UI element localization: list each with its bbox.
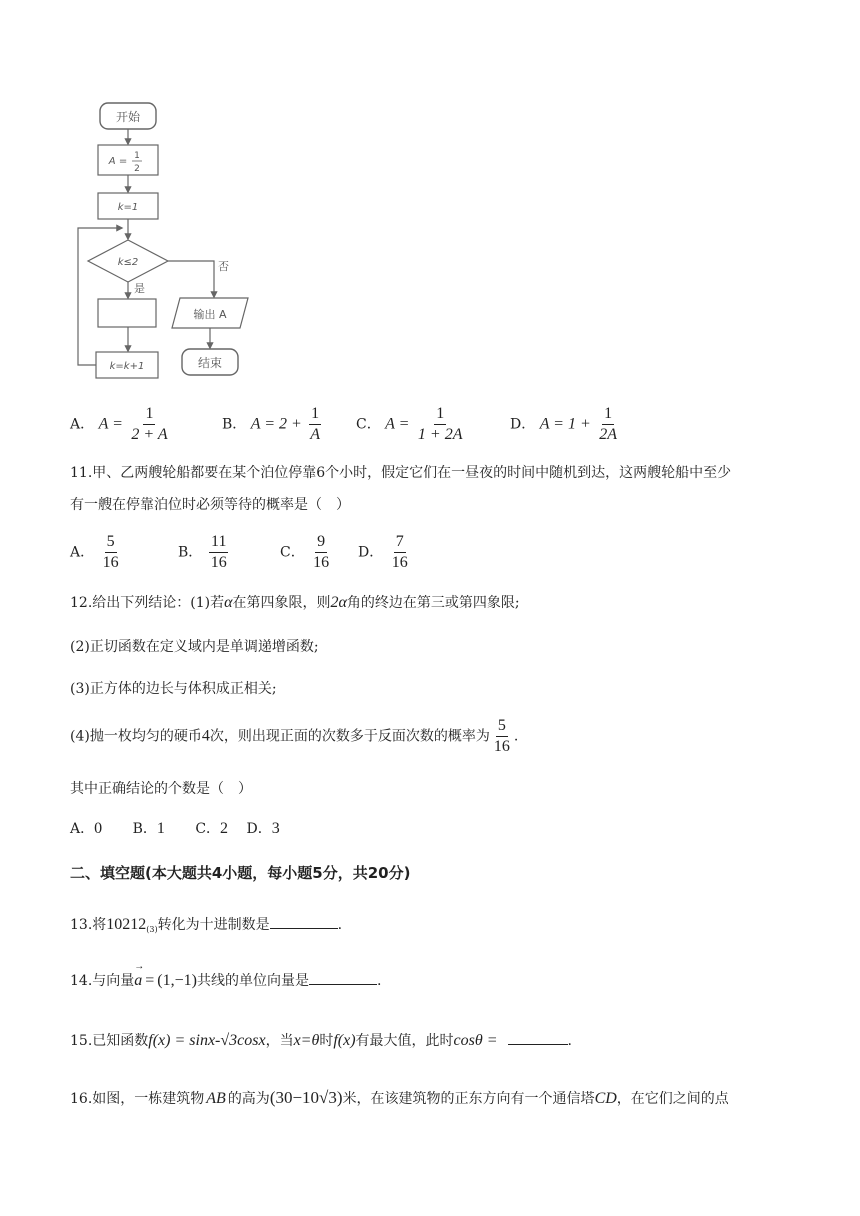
text: 角的终边在第三或第四象限; <box>346 595 520 611</box>
math-number: 4 <box>201 727 210 745</box>
fraction <box>416 404 465 445</box>
fraction-den: 2 + A <box>131 426 168 443</box>
text: (4)抛一枚均匀的硬币 <box>70 728 202 745</box>
q12-options <box>70 818 280 838</box>
fraction <box>209 532 229 573</box>
assign-a-num: 1 <box>134 151 140 161</box>
subscript: (3) <box>146 925 158 934</box>
q13 <box>70 912 342 934</box>
q14 <box>70 961 382 990</box>
fraction <box>308 404 322 445</box>
text: 共线的单位向量是 <box>196 973 309 989</box>
end-label: 结束 <box>197 356 223 370</box>
option-letter: B． <box>222 416 247 433</box>
math-cd: CD <box>594 1090 617 1107</box>
fraction <box>129 404 169 445</box>
text: 12.给出下列结论：(1)若 <box>70 595 225 611</box>
text: 16.如图，一栋建筑物 <box>70 1091 205 1107</box>
q11-line-1: 11.甲、乙两艘轮船都要在某个泊位停靠6个小时，假定它们在一昼夜的时间中随机到达，这两艘轮船中至少 <box>70 465 732 481</box>
option-value: 3 <box>271 820 280 837</box>
text: 15.已知函数 <box>70 1033 149 1049</box>
text: 在第四象限，则 <box>232 595 331 611</box>
fraction-den: 16 <box>313 554 330 571</box>
fraction-num: 1 <box>602 404 614 425</box>
option-lhs: A = <box>98 415 123 433</box>
fraction-num: 1 <box>143 404 155 425</box>
math-value: (1,−1) <box>157 972 197 989</box>
math-eq: = <box>145 972 155 989</box>
option-value: 1 <box>156 820 165 837</box>
text: . <box>513 728 519 745</box>
answer-blank[interactable] <box>309 968 377 985</box>
text: 有最大值，此时 <box>355 1033 454 1049</box>
vector-arrow-icon: → <box>134 961 145 972</box>
q12-line-5: 其中正确结论的个数是（ ） <box>70 781 252 797</box>
option-value: 2 <box>220 820 229 837</box>
fraction <box>492 716 512 757</box>
option-letter: D． <box>246 821 272 837</box>
option-letter: B． <box>132 821 157 837</box>
q11-line-2: 有一艘在停靠泊位时必须等待的概率是（ ） <box>70 497 350 513</box>
q15 <box>70 1028 572 1050</box>
q12-line-4 <box>70 716 518 757</box>
q11-option-c <box>280 532 333 573</box>
fraction <box>101 532 121 573</box>
option-lhs: A = 2 + <box>250 415 302 433</box>
text: ，在它们之间的点 <box>616 1091 729 1107</box>
fraction-num: 1 <box>309 404 321 425</box>
text: 米，在该建筑物的正东方向有一个通信塔 <box>342 1091 595 1107</box>
math-function: f(x) = sinx-√3cosx <box>148 1032 266 1049</box>
option-letter: C． <box>280 544 305 561</box>
section-heading: 二、填空题(本大题共4小题，每小题5分，共20分) <box>70 864 411 882</box>
option-letter: B． <box>178 544 203 561</box>
q11-option-b <box>178 532 231 573</box>
option-letter: A． <box>70 416 95 433</box>
text: 13.将 <box>70 917 107 933</box>
option-letter: D． <box>358 544 384 561</box>
fraction-num: 9 <box>315 532 327 553</box>
fraction-num: 5 <box>105 532 117 553</box>
math-function: f(x) <box>333 1032 356 1049</box>
math-value: (30−10√3) <box>269 1088 343 1107</box>
text: 次，则出现正面的次数多于反面次数的概率为 <box>209 728 490 745</box>
vector-a: a → <box>134 961 145 989</box>
fraction-num: 1 <box>434 404 446 425</box>
option-lhs: A = <box>385 415 410 433</box>
fraction-den: 16 <box>391 554 408 571</box>
math-condition: x=θ <box>293 1032 320 1049</box>
math-alpha: α <box>224 594 233 611</box>
text: 转化为十进制数是 <box>157 917 270 933</box>
output-label: 输出 A <box>193 308 227 321</box>
text: 14.与向量 <box>70 973 135 989</box>
fraction <box>311 532 331 573</box>
q12-line-3: (3)正方体的边长与体积成正相关; <box>70 681 277 697</box>
q10-option-a <box>70 404 172 445</box>
fraction-num: 5 <box>496 716 508 737</box>
fraction-den: 2A <box>599 426 617 443</box>
math-cos: cosθ = <box>453 1032 498 1049</box>
text: ，当 <box>265 1033 294 1049</box>
text: 的高为 <box>227 1091 270 1107</box>
q16 <box>70 1088 729 1108</box>
option-letter: C． <box>356 416 381 433</box>
text: . <box>376 973 382 989</box>
option-lhs: A = 1 + <box>539 415 591 433</box>
flowchart <box>70 98 260 383</box>
fraction <box>597 404 619 445</box>
option-letter: D． <box>510 416 536 433</box>
text: 时 <box>319 1033 334 1049</box>
q10-option-d <box>510 404 621 445</box>
increment-label: k=k+1 <box>109 361 145 372</box>
condition-label: k≤2 <box>117 257 139 268</box>
option-value: 0 <box>94 820 103 837</box>
q12-line-1 <box>70 592 520 612</box>
math-2alpha: 2α <box>330 594 347 611</box>
fraction-den: 16 <box>210 554 227 571</box>
fraction-den: 1 + 2A <box>417 426 463 443</box>
option-letter: A． <box>70 544 95 561</box>
option-letter: C． <box>195 821 221 837</box>
answer-blank[interactable] <box>508 1028 568 1045</box>
start-label: 开始 <box>115 110 141 124</box>
fraction-num: 7 <box>394 532 406 553</box>
answer-blank[interactable] <box>270 912 338 929</box>
assign-a-lhs: A = <box>108 156 128 167</box>
q10-option-c <box>356 404 466 445</box>
fraction <box>390 532 410 573</box>
math-number: 10212 <box>106 916 147 933</box>
fraction-den: 16 <box>102 554 119 571</box>
assign-a-node <box>98 145 158 175</box>
body-node <box>98 299 156 327</box>
q12-line-2: (2)正切函数在定义域内是单调递增函数; <box>70 639 319 655</box>
option-letter: A． <box>70 821 95 837</box>
math-ab: AB <box>206 1090 226 1107</box>
yes-label: 是 <box>134 282 145 295</box>
q11-option-a <box>70 532 123 573</box>
text: . <box>337 917 343 933</box>
no-label: 否 <box>218 260 229 273</box>
q11-option-d <box>358 532 412 573</box>
init-k-label: k=1 <box>117 202 139 213</box>
assign-a-den: 2 <box>134 164 140 174</box>
fraction-den: A <box>310 426 321 443</box>
fraction-num: 11 <box>209 532 228 553</box>
text: . <box>567 1033 572 1049</box>
q10-option-b <box>222 404 324 445</box>
fraction-den: 16 <box>493 738 510 755</box>
